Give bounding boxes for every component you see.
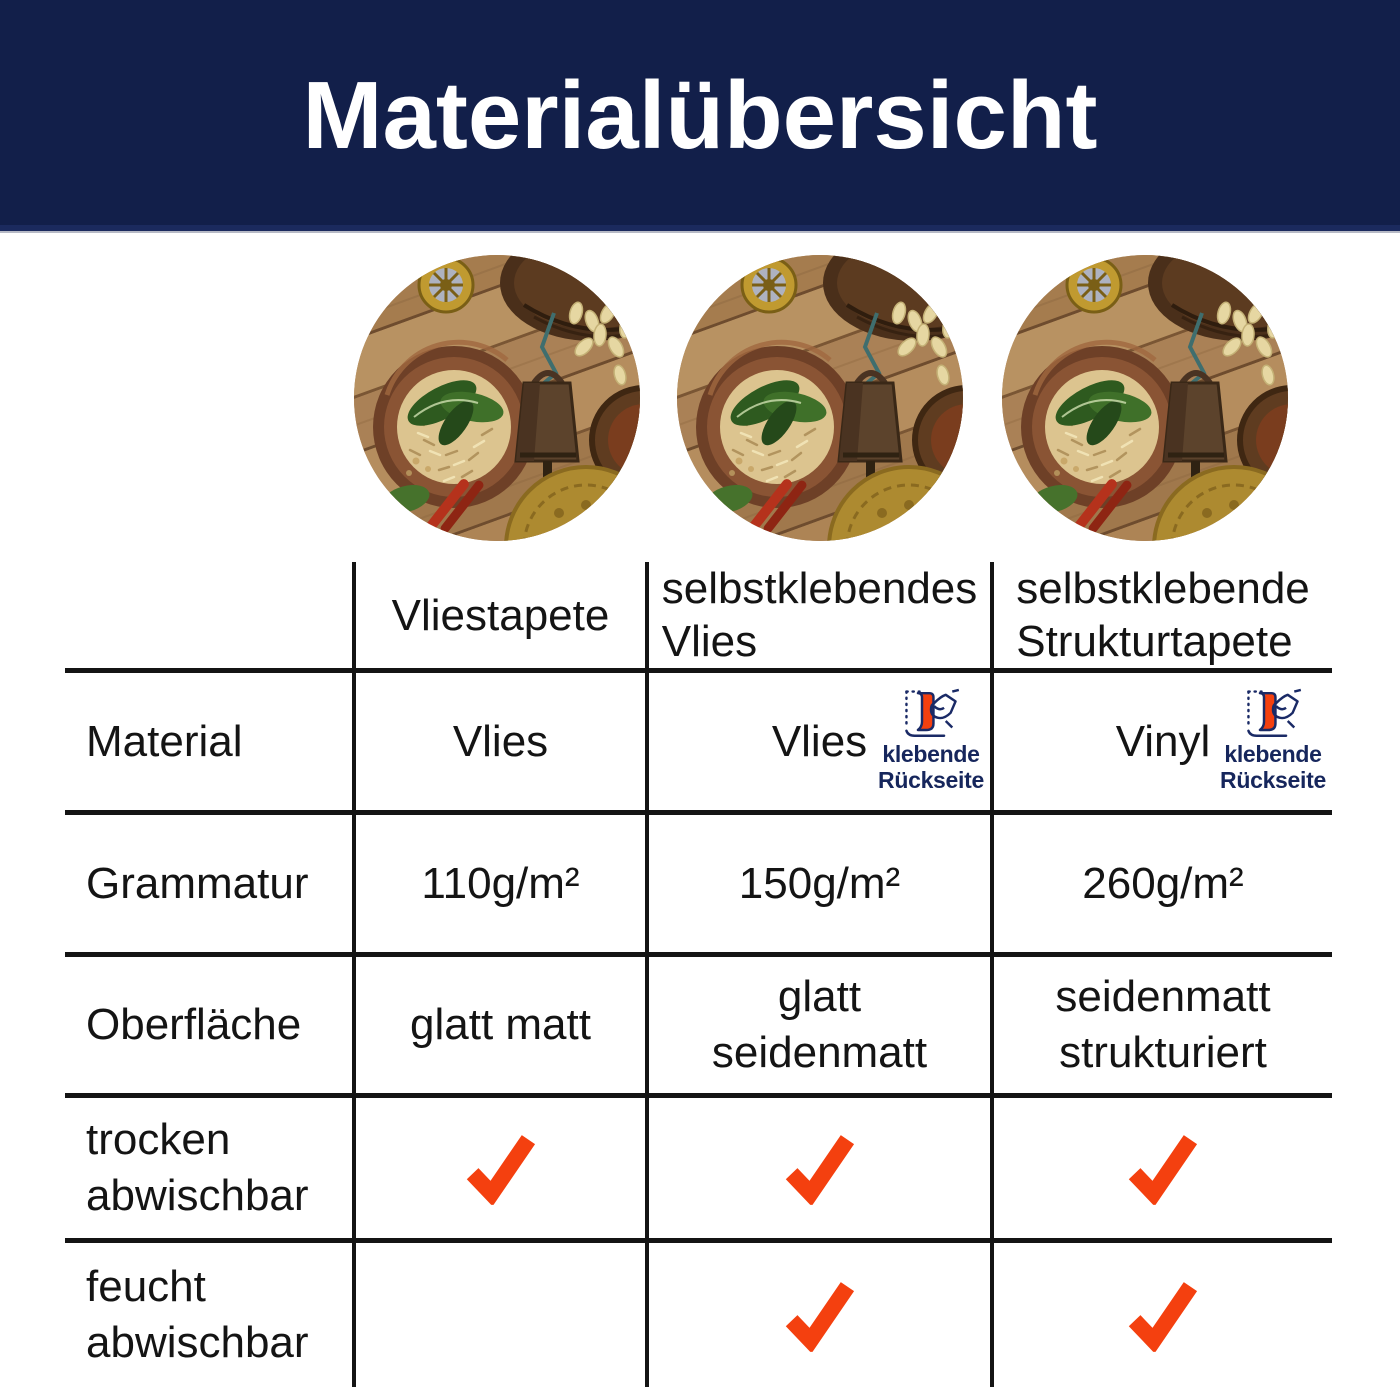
oberflaeche-value-col1: glatt matt bbox=[352, 952, 645, 1093]
row-label-feucht-abwischbar: feucht abwischbar bbox=[65, 1238, 352, 1387]
row-label-material: Material bbox=[65, 668, 352, 810]
adhesive-backing-badge bbox=[877, 685, 985, 793]
feucht-empty-col1 bbox=[352, 1238, 645, 1387]
material-value-col2: Vlies klebende Rückseite bbox=[645, 668, 990, 810]
adhesive-backing-badge bbox=[1219, 685, 1327, 793]
product-photo-3 bbox=[1002, 255, 1288, 541]
product-photo-2 bbox=[677, 255, 963, 541]
header-banner bbox=[0, 0, 1400, 233]
oberflaeche-value-col3: seidenmatt strukturiert bbox=[990, 952, 1332, 1093]
material-value-col1: Vlies bbox=[352, 668, 645, 810]
product-photo-1 bbox=[354, 255, 640, 541]
trocken-check-col1 bbox=[352, 1093, 645, 1238]
grammatur-value-col3: 260g/m² bbox=[990, 810, 1332, 952]
row-label-oberflaeche: Oberfläche bbox=[65, 952, 352, 1093]
adhesive-backing-peel-icon bbox=[898, 685, 964, 739]
feucht-check-col2 bbox=[645, 1238, 990, 1387]
material-value-col3: Vinyl klebende Rückseite bbox=[990, 668, 1332, 810]
grammatur-value-col2: 150g/m² bbox=[645, 810, 990, 952]
check-icon bbox=[1128, 1278, 1198, 1352]
check-icon bbox=[785, 1131, 855, 1205]
check-icon bbox=[466, 1131, 536, 1205]
grammatur-value-col1: 110g/m² bbox=[352, 810, 645, 952]
row-label-trocken-abwischbar: trocken abwischbar bbox=[65, 1093, 352, 1238]
material-comparison-table bbox=[65, 562, 1332, 1387]
adhesive-backing-label: klebende Rückseite bbox=[878, 741, 984, 793]
oberflaeche-value-col2: glatt seidenmatt bbox=[645, 952, 990, 1093]
column-header-selbstklebende-strukturtapete: selbstklebende Strukturtapete bbox=[990, 562, 1332, 668]
column-header-vliestapete: Vliestapete bbox=[352, 562, 645, 668]
adhesive-backing-label: klebende Rückseite bbox=[1220, 741, 1326, 793]
trocken-check-col3 bbox=[990, 1093, 1332, 1238]
feucht-check-col3 bbox=[990, 1238, 1332, 1387]
page-title: Materialübersicht bbox=[302, 61, 1098, 169]
trocken-check-col2 bbox=[645, 1093, 990, 1238]
check-icon bbox=[785, 1278, 855, 1352]
adhesive-backing-peel-icon bbox=[1240, 685, 1306, 739]
table-corner-cell bbox=[65, 562, 352, 668]
column-header-selbstklebendes-vlies: selbstklebendes Vlies bbox=[645, 562, 990, 668]
check-icon bbox=[1128, 1131, 1198, 1205]
row-label-grammatur: Grammatur bbox=[65, 810, 352, 952]
